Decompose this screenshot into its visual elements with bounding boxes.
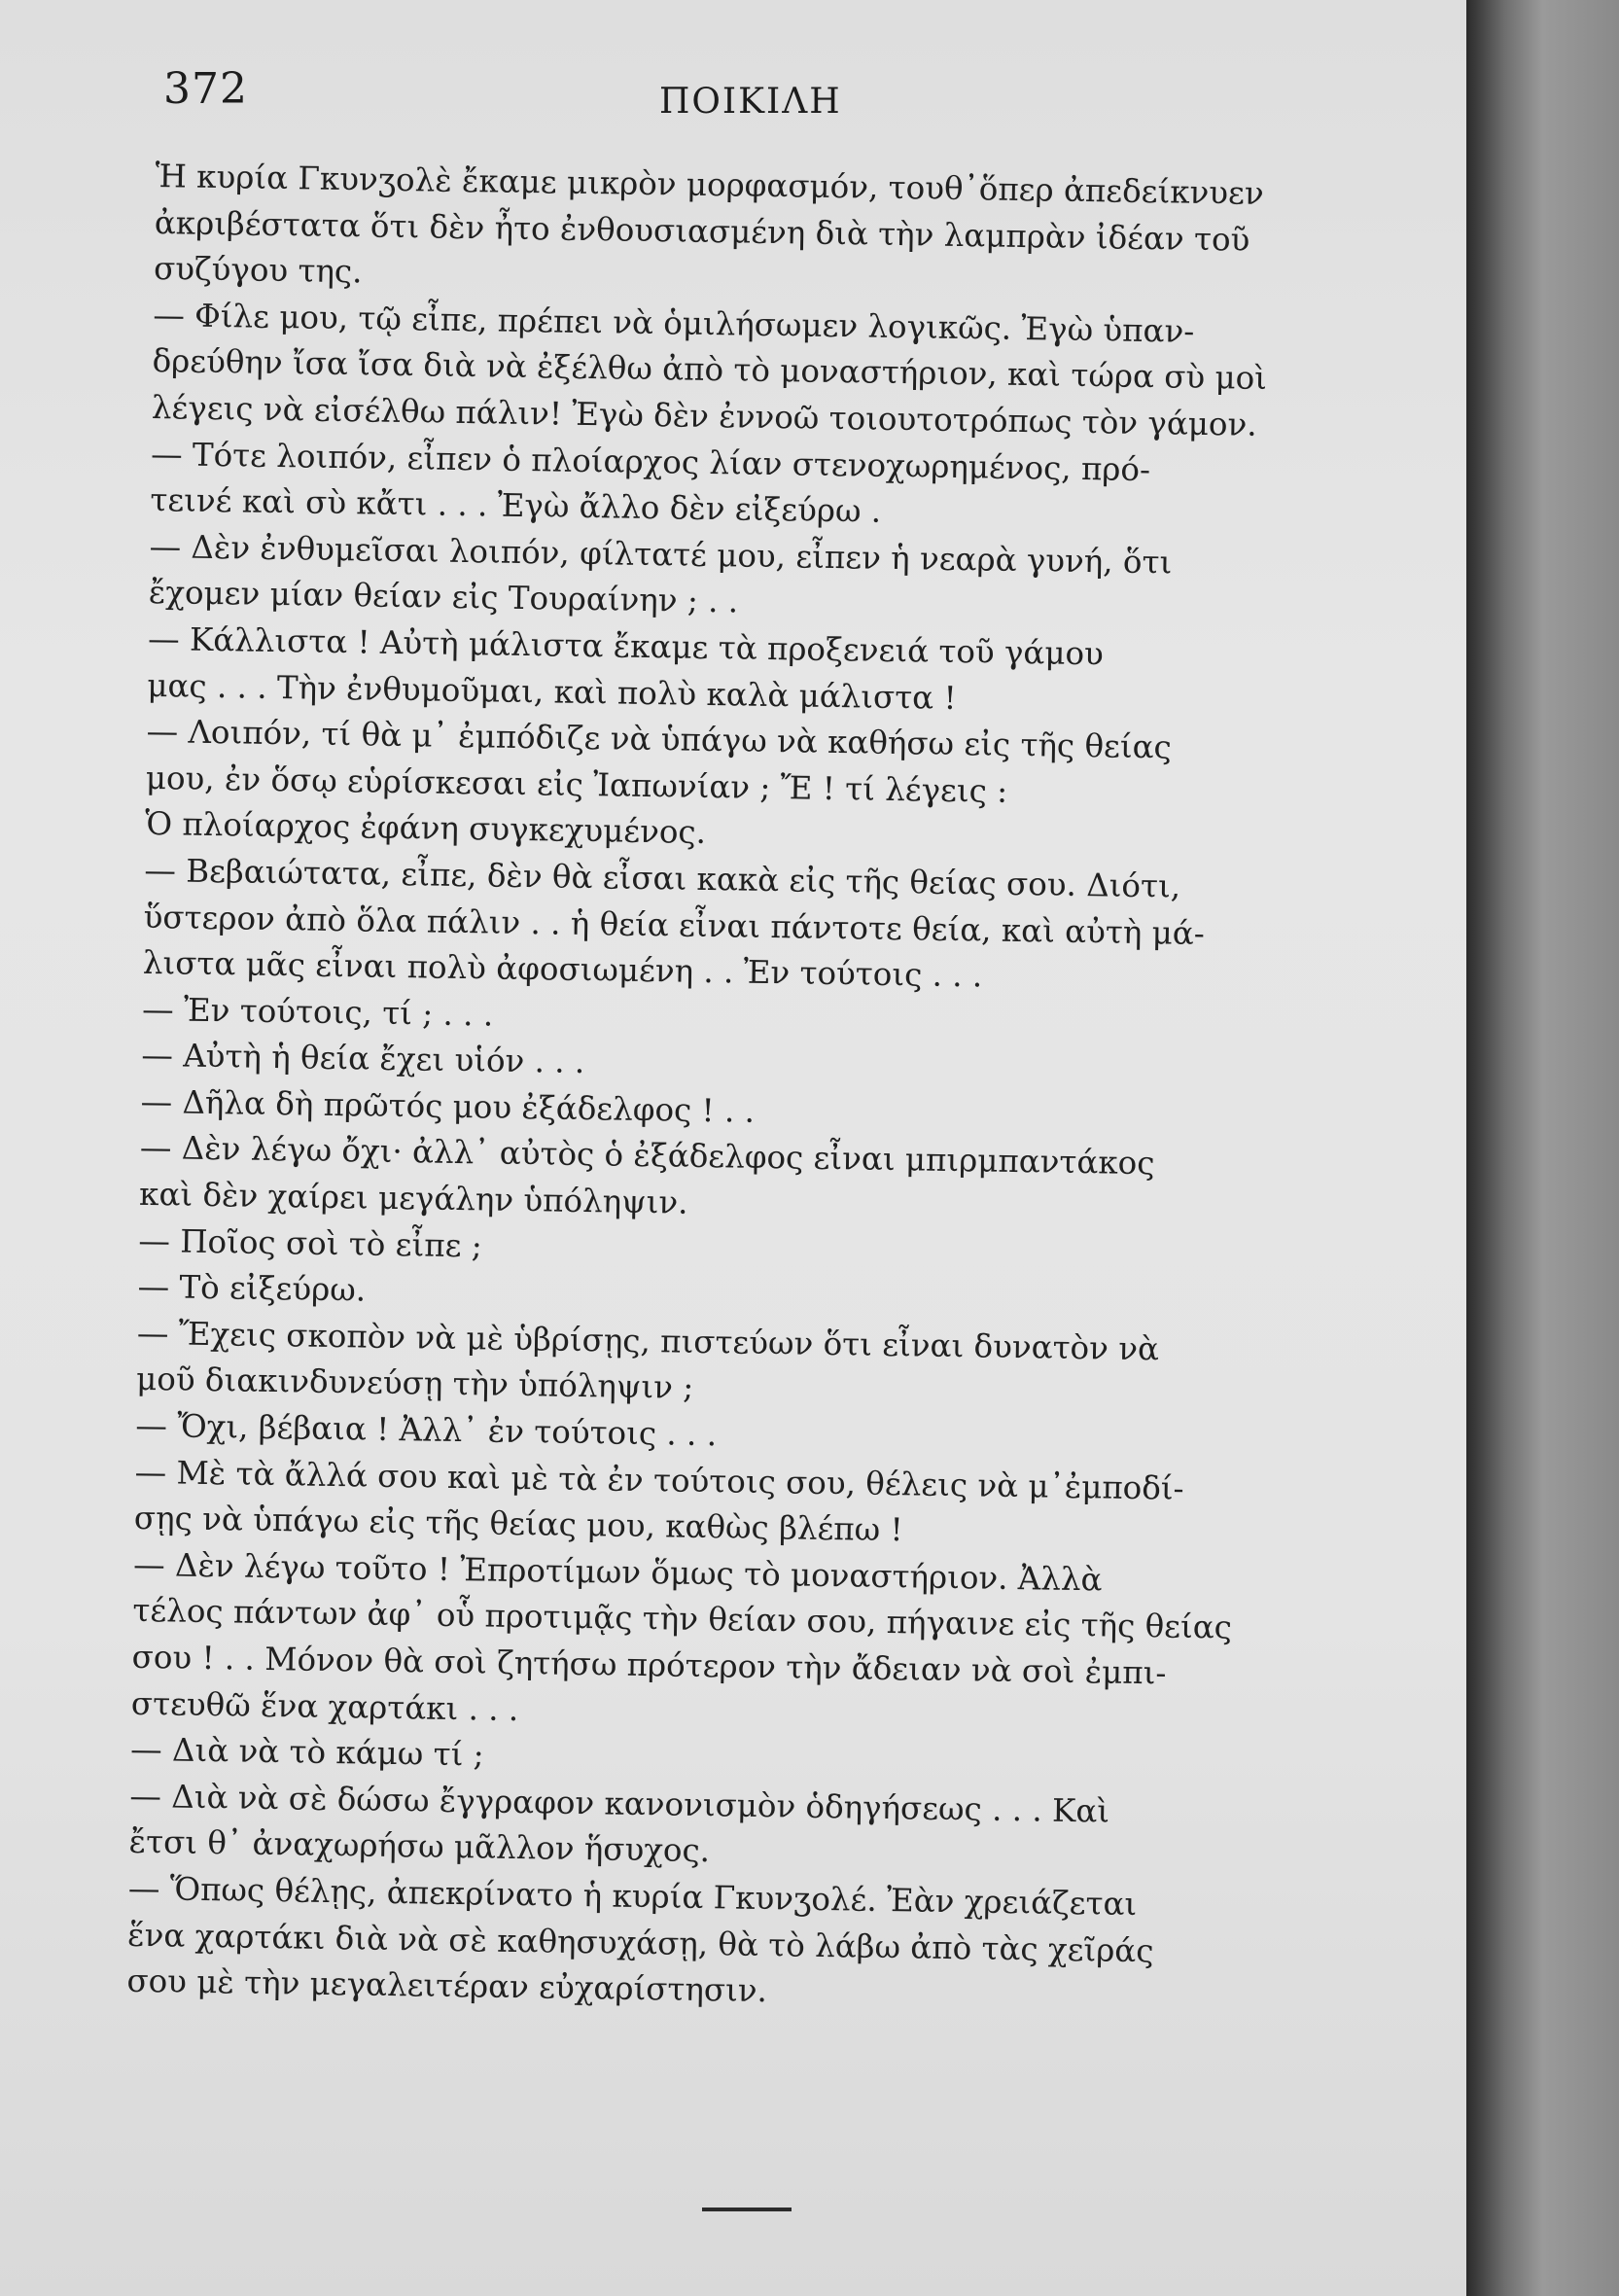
text-line: — Διὰ νὰ σὲ δώσω ἔγγραφον κανονισμὸν ὁδηγήσεως . . . Καὶ xyxy=(129,1777,1110,1830)
text-line: σου μὲ τὴν μεγαλειτέραν εὐχαρίστησιν. xyxy=(126,1961,768,2010)
end-rule-ornament xyxy=(702,2208,792,2211)
text-line: Ἡ κυρία Γκυνʒολὲ ἔκαμε μικρὸν μορφασμόν, τουθ᾽ὅπερ ἀπεδείκνυεν xyxy=(155,157,1264,212)
text-line: — Αὐτὴ ἡ θεία ἔχει υἱόν . . . xyxy=(141,1037,585,1081)
text-line: — Ἔχεις σκοπὸν νὰ μὲ ὑβρίσῃς, πιστεύων ὅτι εἶναι δυνατὸν νὰ xyxy=(136,1314,1160,1368)
text-line: — Δὲν λέγω ὄχι· ἀλλ᾽ αὐτὸς ὁ ἐξάδελφος εἶναι μπιρμπαντάκος xyxy=(139,1129,1155,1183)
page-number: 372 xyxy=(163,64,248,114)
text-line: μας . . . Τὴν ἐνθυμοῦμαι, καὶ πολὺ καλὰ μάλιστα ! xyxy=(147,666,957,717)
text-line: — Ὅπως θέλῃς, ἀπεκρίνατο ἡ κυρία Γκυνʒολέ. Ἐὰν χρειάζεται xyxy=(127,1869,1138,1924)
text-line: τεινέ καὶ σὺ κἄτι . . . Ἐγὼ ἄλλο δὲν εἰξεύρω . xyxy=(150,481,882,530)
text-line: μου, ἐν ὅσῳ εὑρίσκεσαι εἰς Ἰαπωνίαν ; Ἔ ! τί λέγεις : xyxy=(145,759,1008,810)
text-line: στευθῶ ἕνα χαρτάκι . . . xyxy=(130,1684,519,1728)
text-line: λιστα μᾶς εἶναι πολὺ ἀφοσιωμένη . . Ἐν τούτοις . . . xyxy=(142,943,983,995)
running-title: ΠΟΙΚΙΛΗ xyxy=(659,82,842,122)
page-header xyxy=(163,64,1369,152)
text-line: λέγεις νὰ εἰσέλθω πάλιν! Ἐγὼ δὲν ἐννοῶ τοιουτοτρόπως τὸν γάμον. xyxy=(151,388,1257,443)
text-line: Ὁ πλοίαρχος ἐφάνη συγκεχυμένος. xyxy=(144,805,707,852)
text-line: — Τὸ εἰξεύρω. xyxy=(137,1268,367,1309)
text-line: σῃς νὰ ὑπάγω εἰς τῆς θείας μου, καθὼς βλέπω ! xyxy=(133,1500,903,1549)
text-line: — Μὲ τὰ ἄλλά σου καὶ μὲ τὰ ἐν τούτοις σου, θέλεις νὰ μ᾽ἐμποδί- xyxy=(134,1453,1184,1507)
text-line: σου ! . . Μόνον θὰ σοὶ ζητήσω πρότερον τὴν ἄδειαν νὰ σοὶ ἐμπι- xyxy=(131,1638,1167,1692)
text-line: — Διὰ νὰ τὸ κάμω τί ; xyxy=(129,1730,484,1774)
text-line: — Τότε λοιπόν, εἶπεν ὁ πλοίαρχος λίαν στενοχωρημένος, πρό- xyxy=(150,435,1151,488)
text-line: συζύγου της. xyxy=(153,250,363,291)
text-line: τέλος πάντων ἀφ᾽ οὗ προτιμᾷς τὴν θείαν σου, πήγαινε εἰς τῆς θείας xyxy=(132,1592,1233,1646)
text-line: δρεύθην ἴσα ἴσα διὰ νὰ ἐξέλθω ἀπὸ τὸ μοναστήριον, καὶ τώρα σὺ μοὶ xyxy=(152,342,1268,398)
text-line: ὕστερον ἀπὸ ὅλα πάλιν . . ἡ θεία εἶναι πάντοτε θεία, καὶ αὐτὴ μά- xyxy=(143,898,1206,952)
text-line: ἕνα χαρτάκι διὰ νὰ σὲ καθησυχάσῃ, θὰ τὸ λάβω ἀπὸ τὰς χεῖράς xyxy=(126,1916,1154,1969)
text-line: — Φίλε μου, τῷ εἶπε, πρέπει νὰ ὁμιλήσωμεν λογικῶς. Ἐγὼ ὑπαν- xyxy=(153,296,1195,350)
body-text xyxy=(126,154,1371,2024)
text-line: — Βεβαιώτατα, εἶπε, δὲν θὰ εἶσαι κακὰ εἰς τῆς θείας σου. Διότι, xyxy=(144,851,1181,905)
text-line: ἔχομεν μίαν θείαν εἰς Τουραίνην ; . . xyxy=(148,574,739,620)
book-spine xyxy=(1466,0,1619,2296)
text-line: — Δῆλα δὴ πρῶτός μου ἐξάδελφος ! . . xyxy=(140,1082,756,1130)
text-line: — Δὲν ἐνθυμεῖσαι λοιπόν, φίλτατέ μου, εἶπεν ἡ νεαρὰ γυνή, ὅτι xyxy=(149,527,1173,582)
text-line: μοῦ διακινδυνεύσῃ τὴν ὑπόληψιν ; xyxy=(135,1360,694,1407)
text-line: — Δὲν λέγω τοῦτο ! Ἐπροτίμων ὅμως τὸ μοναστήριον. Ἀλλὰ xyxy=(132,1545,1103,1599)
text-line: — Ποῖος σοὶ τὸ εἶπε ; xyxy=(138,1221,483,1265)
text-line: καὶ δὲν χαίρει μεγάλην ὑπόληψιν. xyxy=(138,1175,688,1221)
text-line: ἔτσι θ᾽ ἀναχωρήσω μᾶλλον ἥσυχος. xyxy=(128,1823,711,1870)
text-line: — Ἐν τούτοις, τί ; . . . xyxy=(141,990,494,1034)
text-line: ἀκριβέστατα ὅτι δὲν ἦτο ἐνθουσιασμένη διὰ τὴν λαμπρὰν ἰδέαν τοῦ xyxy=(154,203,1250,259)
text-line: — Ὄχι, βέβαια ! Ἀλλ᾽ ἐν τούτοις . . . xyxy=(135,1406,718,1454)
text-line: — Κάλλιστα ! Αὐτὴ μάλιστα ἔκαμε τὰ προξενειά τοῦ γάμου xyxy=(147,619,1105,673)
text-line: — Λοιπόν, τί θὰ μ᾽ ἐμπόδιζε νὰ ὑπάγω νὰ καθήσω εἰς τῆς θείας xyxy=(146,713,1173,766)
